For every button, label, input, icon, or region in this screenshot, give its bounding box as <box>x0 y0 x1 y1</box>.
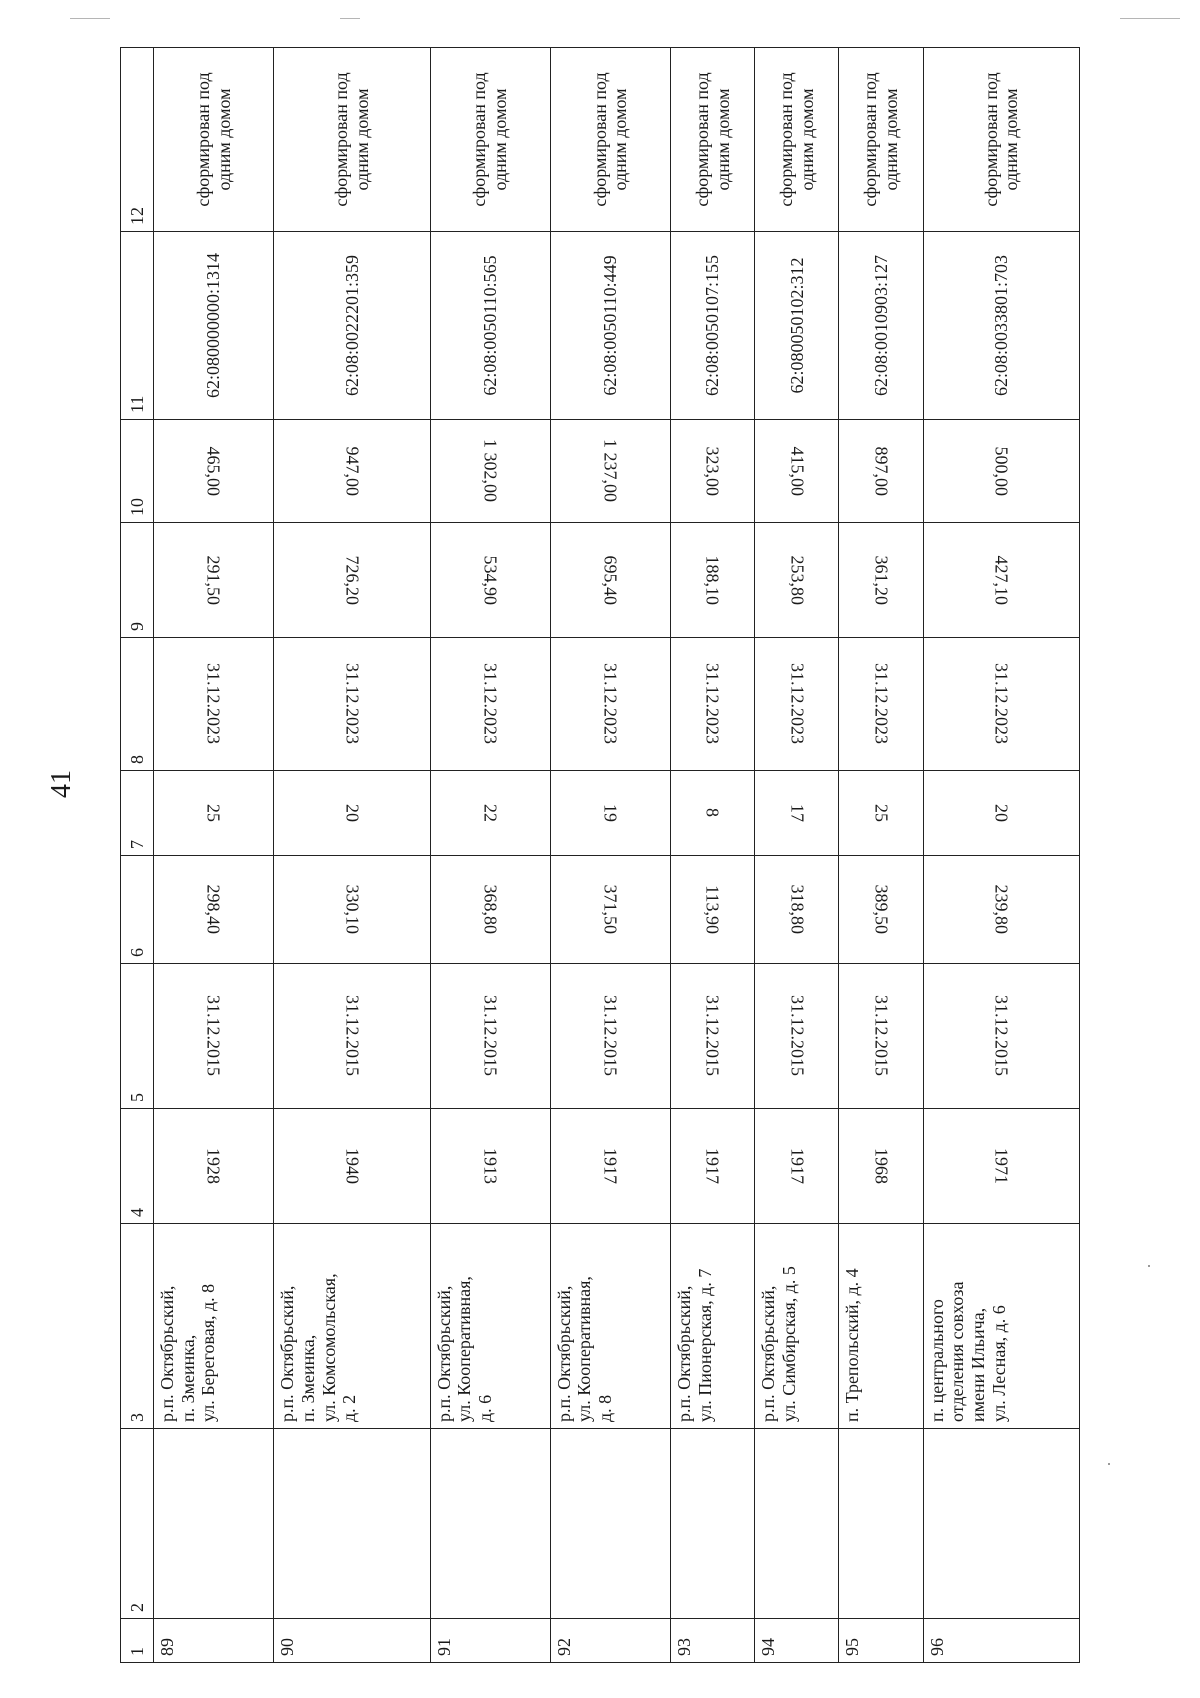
row-note-line: сформирован под <box>192 72 213 207</box>
row-number <box>839 1619 923 1663</box>
row-value-3-text: 253,80 <box>787 555 808 605</box>
row-cadastral-number <box>274 232 430 420</box>
row-year-text: 1917 <box>702 1148 723 1184</box>
row-date-2 <box>550 638 670 771</box>
row-value-3 <box>430 523 550 638</box>
row-date-2 <box>154 638 274 771</box>
row-value-2-text: 25 <box>871 804 892 822</box>
row-number <box>923 1619 1079 1663</box>
row-number-text: 93 <box>674 1638 695 1656</box>
row-value-4 <box>550 420 670 523</box>
row-column-2 <box>755 1429 839 1619</box>
row-address <box>430 1224 550 1429</box>
scan-artifact <box>340 18 360 19</box>
row-value-4 <box>839 420 923 523</box>
row-date-2-text: 31.12.2023 <box>702 663 723 745</box>
registry-table-rotated <box>120 48 1080 1663</box>
row-address-line: ул. Кооперативная, <box>454 1276 475 1422</box>
row-cadastral-number-text: 62:08:0050110:565 <box>479 255 500 396</box>
row-date-1-text: 31.12.2015 <box>787 995 808 1077</box>
table-row <box>671 48 755 1663</box>
row-year <box>839 1109 923 1224</box>
row-note <box>839 48 923 232</box>
table-row <box>274 48 430 1663</box>
row-value-1-text: 298,40 <box>203 884 224 935</box>
row-value-1 <box>671 856 755 964</box>
row-cadastral-number <box>550 232 670 420</box>
row-value-3-text: 188,10 <box>702 555 723 605</box>
row-note-line: одним домом <box>712 88 733 191</box>
row-date-2-text: 31.12.2023 <box>203 663 224 745</box>
row-number-text: 96 <box>926 1638 947 1656</box>
row-value-2 <box>430 771 550 856</box>
row-year <box>430 1109 550 1224</box>
row-address <box>154 1224 274 1429</box>
row-number <box>671 1619 755 1663</box>
row-value-1 <box>274 856 430 964</box>
row-column-2 <box>671 1429 755 1619</box>
column-number: 1 <box>121 1619 154 1663</box>
row-address-line: д. 2 <box>339 1394 360 1422</box>
row-value-1 <box>550 856 670 964</box>
row-note-line: одним домом <box>213 88 234 191</box>
row-cadastral-number <box>839 232 923 420</box>
row-address <box>755 1224 839 1429</box>
row-note-line: сформирован под <box>589 72 610 207</box>
column-number: 7 <box>121 771 154 856</box>
row-address-line: р.п. Октябрьский, <box>758 1285 779 1422</box>
row-cadastral-number-text: 62:08:0033801:703 <box>990 255 1011 397</box>
row-cadastral-number-text: 62:08:0050110:449 <box>600 255 621 396</box>
row-value-1-text: 371,50 <box>600 884 621 935</box>
table-row <box>839 48 923 1663</box>
row-value-3-text: 726,20 <box>342 555 363 605</box>
row-number <box>430 1619 550 1663</box>
row-date-1 <box>755 964 839 1109</box>
row-note-line: одним домом <box>796 88 817 191</box>
row-address-line: ул. Комсомольская, <box>318 1273 339 1422</box>
row-date-2-text: 31.12.2023 <box>787 663 808 745</box>
row-value-1-text: 389,50 <box>871 884 892 935</box>
row-value-1-text: 368,80 <box>480 884 501 935</box>
row-value-2-text: 19 <box>600 804 621 822</box>
row-date-1 <box>154 964 274 1109</box>
row-value-2 <box>839 771 923 856</box>
row-value-1 <box>154 856 274 964</box>
row-cadastral-number <box>755 232 839 420</box>
scan-artifact <box>1120 18 1180 19</box>
row-number-text: 92 <box>553 1638 574 1656</box>
row-year-text: 1968 <box>871 1148 892 1184</box>
row-value-3 <box>671 523 755 638</box>
row-value-3 <box>154 523 274 638</box>
row-number-text: 89 <box>157 1638 177 1656</box>
row-date-2-text: 31.12.2023 <box>991 663 1012 745</box>
row-note <box>154 48 274 232</box>
registry-table <box>120 47 1080 1663</box>
row-note-line: сформирован под <box>469 72 490 207</box>
row-date-1-text: 31.12.2015 <box>600 995 621 1077</box>
row-date-2 <box>839 638 923 771</box>
row-date-1-text: 31.12.2015 <box>203 995 224 1077</box>
row-date-2-text: 31.12.2023 <box>480 663 501 745</box>
row-value-4-text: 323,00 <box>702 446 723 496</box>
row-date-2-text: 31.12.2023 <box>600 663 621 745</box>
row-value-2-text: 17 <box>787 804 808 822</box>
row-address-line: р.п. Октябрьский, <box>433 1285 454 1422</box>
row-address-line: п. центрального <box>926 1299 947 1422</box>
row-value-2 <box>923 771 1079 856</box>
row-value-4 <box>274 420 430 523</box>
column-number: 2 <box>121 1429 154 1619</box>
row-address <box>274 1224 430 1429</box>
row-value-3-text: 534,90 <box>480 555 501 605</box>
row-note-line: одним домом <box>490 88 511 191</box>
row-year-text: 1913 <box>480 1148 501 1184</box>
row-note <box>274 48 430 232</box>
column-number: 10 <box>121 420 154 523</box>
row-year <box>671 1109 755 1224</box>
page-number: 41 <box>46 770 77 798</box>
row-number <box>550 1619 670 1663</box>
row-date-1 <box>923 964 1079 1109</box>
row-date-1 <box>274 964 430 1109</box>
row-value-2 <box>154 771 274 856</box>
row-cadastral-number <box>430 232 550 420</box>
row-address-line: ул. Береговая, д. 8 <box>198 1283 219 1422</box>
row-note-line: сформирован под <box>691 72 712 207</box>
row-date-2 <box>755 638 839 771</box>
row-address-line: р.п. Октябрьский, <box>674 1285 695 1422</box>
row-note-line: одним домом <box>1001 88 1022 191</box>
row-value-1-text: 330,10 <box>342 884 363 935</box>
row-note-line: одним домом <box>881 88 902 191</box>
scan-artifact <box>70 18 110 19</box>
table-row <box>755 48 839 1663</box>
row-address-line: ул. Симбирская, д. 5 <box>778 1266 799 1422</box>
row-note <box>755 48 839 232</box>
column-number: 6 <box>121 856 154 964</box>
column-number: 11 <box>121 232 154 420</box>
table-row <box>923 48 1079 1663</box>
row-value-1-text: 113,90 <box>702 885 723 934</box>
row-value-4 <box>430 420 550 523</box>
row-value-4-text: 947,00 <box>342 446 363 496</box>
row-value-4-text: 415,00 <box>787 446 808 496</box>
row-date-1 <box>430 964 550 1109</box>
row-date-2 <box>671 638 755 771</box>
table-row <box>154 48 274 1663</box>
row-address-line: отделения совхоза <box>947 1281 968 1422</box>
row-value-3-text: 695,40 <box>600 555 621 605</box>
row-year-text: 1940 <box>342 1148 363 1184</box>
table-row <box>550 48 670 1663</box>
row-value-4 <box>923 420 1079 523</box>
row-year <box>274 1109 430 1224</box>
row-year-text: 1971 <box>991 1148 1012 1184</box>
row-value-2-text: 20 <box>342 804 363 822</box>
row-value-3-text: 361,20 <box>871 555 892 605</box>
row-column-2 <box>839 1429 923 1619</box>
row-date-1-text: 31.12.2015 <box>991 995 1012 1077</box>
row-date-1 <box>671 964 755 1109</box>
row-year <box>154 1109 274 1224</box>
row-address-line: имени Ильича, <box>968 1307 989 1422</box>
row-address-line: р.п. Октябрьский, <box>553 1285 574 1422</box>
row-value-2 <box>755 771 839 856</box>
column-number: 5 <box>121 964 154 1109</box>
row-column-2 <box>430 1429 550 1619</box>
row-address-line: д. 6 <box>474 1394 495 1422</box>
row-value-3 <box>839 523 923 638</box>
row-note-line: сформирован под <box>776 72 797 207</box>
row-value-2 <box>550 771 670 856</box>
row-address-line: п. Змеинка, <box>297 1334 318 1422</box>
row-note-line: одним домом <box>610 88 631 191</box>
row-value-4-text: 897,00 <box>871 446 892 496</box>
column-number-row <box>121 48 154 1663</box>
row-number-text: 94 <box>758 1638 779 1656</box>
row-address-line: ул. Лесная, д. 6 <box>988 1305 1009 1422</box>
row-value-4-text: 1 302,00 <box>480 439 501 503</box>
scan-artifact <box>1148 1265 1150 1267</box>
row-year-text: 1928 <box>203 1148 224 1184</box>
row-date-1-text: 31.12.2015 <box>871 995 892 1077</box>
row-address <box>550 1224 670 1429</box>
row-address-line: р.п. Октябрьский, <box>157 1285 177 1422</box>
row-value-2-text: 8 <box>702 808 723 818</box>
row-cadastral-number-text: 62:08:0010903:127 <box>870 255 891 397</box>
row-date-2 <box>430 638 550 771</box>
row-value-1-text: 318,80 <box>787 884 808 935</box>
row-date-2 <box>274 638 430 771</box>
row-value-3 <box>550 523 670 638</box>
row-year-text: 1917 <box>600 1148 621 1184</box>
row-address <box>671 1224 755 1429</box>
row-address-line: п. Змеинка, <box>177 1334 198 1422</box>
row-value-3 <box>274 523 430 638</box>
table-body <box>121 48 1080 1663</box>
row-address-line: ул. Кооперативная, <box>574 1276 595 1422</box>
row-cadastral-number <box>671 232 755 420</box>
row-number-text: 90 <box>277 1638 298 1656</box>
row-note-line: сформирован под <box>331 72 352 207</box>
row-value-3-text: 427,10 <box>991 555 1012 605</box>
row-date-1 <box>839 964 923 1109</box>
row-note-line: одним домом <box>351 88 372 191</box>
row-cadastral-number <box>923 232 1079 420</box>
row-value-1 <box>923 856 1079 964</box>
row-note <box>550 48 670 232</box>
column-number: 4 <box>121 1109 154 1224</box>
row-note <box>671 48 755 232</box>
column-number: 12 <box>121 48 154 232</box>
row-value-3 <box>923 523 1079 638</box>
row-year <box>755 1109 839 1224</box>
row-date-1 <box>550 964 670 1109</box>
row-value-4 <box>755 420 839 523</box>
row-value-2 <box>671 771 755 856</box>
row-date-1-text: 31.12.2015 <box>702 995 723 1077</box>
row-value-2-text: 25 <box>203 804 224 822</box>
row-number <box>274 1619 430 1663</box>
row-date-1-text: 31.12.2015 <box>480 995 501 1077</box>
row-cadastral-number-text: 62:08:0050107:155 <box>702 255 723 397</box>
row-note-line: сформирован под <box>860 72 881 207</box>
row-value-1 <box>755 856 839 964</box>
row-value-4-text: 500,00 <box>991 446 1012 496</box>
row-number <box>755 1619 839 1663</box>
row-value-4-text: 1 237,00 <box>600 439 621 503</box>
scan-artifact <box>1108 1463 1110 1465</box>
row-value-2 <box>274 771 430 856</box>
row-address <box>923 1224 1079 1429</box>
row-note <box>923 48 1079 232</box>
row-value-2-text: 20 <box>991 804 1012 822</box>
row-date-2 <box>923 638 1079 771</box>
row-value-3-text: 291,50 <box>203 555 224 605</box>
row-value-4-text: 465,00 <box>203 446 224 496</box>
column-number: 9 <box>121 523 154 638</box>
row-note <box>430 48 550 232</box>
row-value-4 <box>671 420 755 523</box>
row-value-1 <box>839 856 923 964</box>
row-date-1-text: 31.12.2015 <box>342 995 363 1077</box>
row-address-line: р.п. Октябрьский, <box>277 1285 298 1422</box>
row-column-2 <box>274 1429 430 1619</box>
row-number-text: 91 <box>433 1638 454 1656</box>
row-year <box>550 1109 670 1224</box>
row-cadastral-number-text: 62:080000000:1314 <box>203 253 224 399</box>
row-number <box>154 1619 274 1663</box>
row-address-line: ул. Пионерская, д. 7 <box>694 1268 715 1422</box>
row-value-3 <box>755 523 839 638</box>
row-year <box>923 1109 1079 1224</box>
row-address <box>839 1224 923 1429</box>
row-address-line: д. 8 <box>595 1394 616 1422</box>
row-date-2-text: 31.12.2023 <box>871 663 892 745</box>
row-value-4 <box>154 420 274 523</box>
row-date-2-text: 31.12.2023 <box>342 663 363 745</box>
column-number: 3 <box>121 1224 154 1429</box>
row-column-2 <box>923 1429 1079 1619</box>
row-note-line: сформирован под <box>980 72 1001 207</box>
row-value-2-text: 22 <box>480 804 501 822</box>
row-column-2 <box>550 1429 670 1619</box>
row-cadastral-number <box>154 232 274 420</box>
row-value-1 <box>430 856 550 964</box>
row-column-2 <box>154 1429 274 1619</box>
row-address-line: п. Трепольский, д. 4 <box>842 1268 863 1422</box>
row-number-text: 95 <box>842 1638 863 1656</box>
row-cadastral-number-text: 62:080050102:312 <box>786 257 807 394</box>
row-year-text: 1917 <box>787 1148 808 1184</box>
row-value-1-text: 239,80 <box>991 884 1012 935</box>
table-row <box>430 48 550 1663</box>
column-number: 8 <box>121 638 154 771</box>
row-cadastral-number-text: 62:08:0022201:359 <box>341 255 362 397</box>
